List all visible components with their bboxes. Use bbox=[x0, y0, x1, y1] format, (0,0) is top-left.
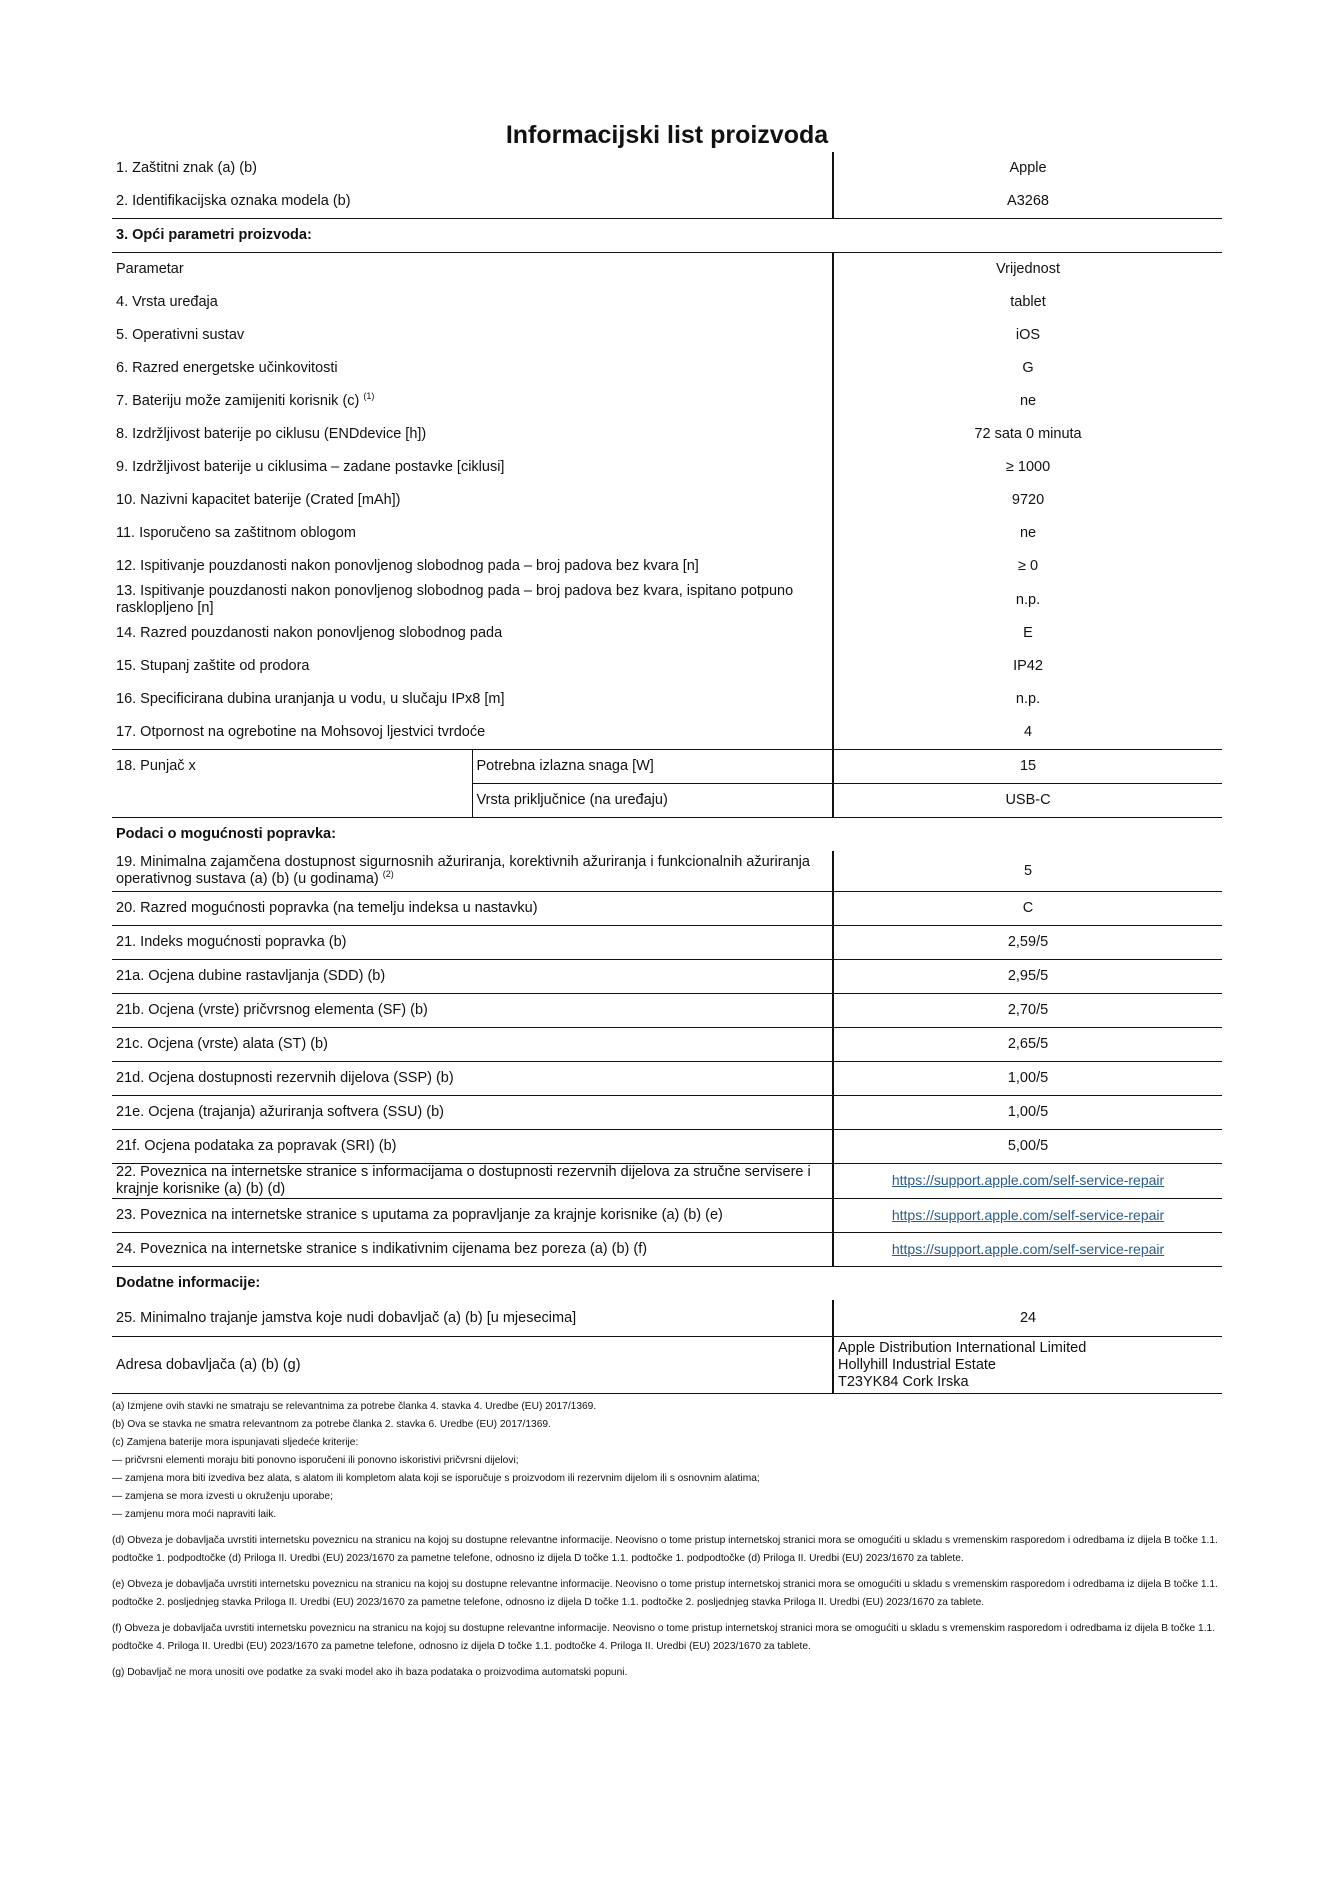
row-value: 2,65/5 bbox=[833, 1028, 1222, 1062]
footnote: (c) Zamjena baterije mora ispunjavati sljedeće kriterije: bbox=[112, 1437, 359, 1448]
table-row bbox=[112, 716, 1222, 750]
table-row bbox=[112, 617, 1222, 650]
supplier-address bbox=[833, 1337, 1222, 1394]
page-title: Informacijski list proizvoda bbox=[505, 121, 829, 149]
footnote-marker: (2) bbox=[382, 869, 394, 880]
row-value bbox=[833, 1164, 1222, 1199]
row-label: 6. Razred energetske učinkovitosti bbox=[116, 360, 338, 376]
row-label: 16. Specificirana dubina uranjanja u vodu, u slučaju IPx8 [m] bbox=[116, 691, 505, 707]
footnote: (b) Ova se stavka ne smatra relevantnom za potrebe članka 2. stavka 6. Uredbe (EU) 2017/1369. bbox=[112, 1419, 551, 1430]
column-header-parameter: Parametar bbox=[116, 261, 184, 277]
table-row bbox=[112, 960, 1222, 994]
row-value: 9720 bbox=[833, 484, 1222, 517]
address-line: Hollyhill Industrial Estate bbox=[838, 1356, 996, 1373]
table-row bbox=[112, 994, 1222, 1028]
address-line: T23YK84 Cork Irska bbox=[838, 1373, 969, 1390]
footnote: — zamjenu mora moći napraviti laik. bbox=[112, 1509, 277, 1520]
row-value: 2,95/5 bbox=[833, 960, 1222, 994]
table-row bbox=[112, 851, 1222, 892]
table-row bbox=[112, 583, 1222, 617]
row-label bbox=[112, 385, 833, 418]
section-header: Podaci o mogućnosti popravka: bbox=[116, 826, 336, 842]
footnote-marker: (1) bbox=[363, 391, 375, 402]
column-header-value: Vrijednost bbox=[833, 253, 1222, 287]
table-row bbox=[112, 1233, 1222, 1267]
row-value: ne bbox=[833, 517, 1222, 550]
row-label: 22. Poveznica na internetske stranice s informacijama o dostupnosti rezervnih dijelova za stručne servisere i krajnje korisnike (a) (b) (d) bbox=[112, 1164, 833, 1199]
table-row bbox=[112, 385, 1222, 418]
section-header-row bbox=[112, 818, 1222, 852]
row-value: E bbox=[833, 617, 1222, 650]
table-row bbox=[112, 418, 1222, 451]
row-value: ≥ 0 bbox=[833, 550, 1222, 583]
row-value: C bbox=[833, 892, 1222, 926]
table-row bbox=[112, 319, 1222, 352]
row-label: 14. Razred pouzdanosti nakon ponovljenog slobodnog pada bbox=[116, 625, 503, 641]
row-value: 24 bbox=[833, 1300, 1222, 1337]
row-label: 25. Minimalno trajanje jamstva koje nudi dobavljač (a) (b) [u mjesecima] bbox=[112, 1300, 833, 1337]
row-value: n.p. bbox=[833, 683, 1222, 716]
row-value: IP42 bbox=[833, 650, 1222, 683]
table-row bbox=[112, 550, 1222, 583]
row-label: Adresa dobavljača (a) (b) (g) bbox=[112, 1337, 833, 1394]
table-row bbox=[112, 152, 1222, 185]
row-label: 17. Otpornost na ogrebotine na Mohsovoj ljestvici tvrdoće bbox=[112, 716, 833, 750]
row-label: 21c. Ocjena (vrste) alata (ST) (b) bbox=[112, 1028, 833, 1062]
footnote: — zamjena mora biti izvediva bez alata, s alatom ili kompletom alata koji se isporučuje s proizvodom ili rezervnim dijelom ili s osnovnim alatima; bbox=[112, 1473, 760, 1484]
row-label: 10. Nazivni kapacitet baterije (Crated [mAh]) bbox=[116, 492, 401, 508]
row-value: 1,00/5 bbox=[833, 1062, 1222, 1096]
row-label: 9. Izdržljivost baterije u ciklusima – zadane postavke [ciklusi] bbox=[116, 459, 505, 475]
charger-label: 18. Punjač x bbox=[112, 750, 472, 818]
row-label: 8. Izdržljivost baterije po ciklusu (ENDdevice [h]) bbox=[116, 426, 427, 442]
footnote: — zamjena se mora izvesti u okruženju uporabe; bbox=[112, 1491, 333, 1502]
table-row bbox=[112, 750, 1222, 784]
table-row bbox=[112, 1096, 1222, 1130]
row-label: 21. Indeks mogućnosti popravka (b) bbox=[112, 926, 833, 960]
row-label: 21e. Ocjena (trajanja) ažuriranja softvera (SSU) (b) bbox=[112, 1096, 833, 1130]
table-row bbox=[112, 517, 1222, 550]
charger-connector-value: USB-C bbox=[833, 784, 1222, 818]
table-row bbox=[112, 484, 1222, 517]
table-row bbox=[112, 185, 1222, 219]
row-label: 23. Poveznica na internetske stranice s uputama za popravljanje za krajnje korisnike (a) (b) (e) bbox=[112, 1199, 833, 1233]
row-value: 5 bbox=[833, 851, 1222, 892]
product-information-sheet bbox=[112, 118, 1222, 1682]
table-row bbox=[112, 253, 1222, 287]
footnote: (f) Obveza je dobavljača uvrstiti internetsku poveznicu na stranicu na kojoj su dostupne relevantne informacije. Neovisno o tome pristup internetskoj stranici mora se omogućiti u skladu s vremenskim rasporedom i odredbama iz dijela B točke 1.1. podtočke 4. Priloga II. Uredbi (EU) 2023/1670 za pametne telefone, odnosno iz dijela D točke 1.1. podtočke 4. Priloga II. Uredbi (EU) 2023/1670 za tablete. bbox=[112, 1623, 1216, 1652]
address-line: Apple Distribution International Limited bbox=[838, 1339, 1087, 1356]
table-row bbox=[112, 650, 1222, 683]
repair-instructions-link[interactable]: https://support.apple.com/self-service-repair bbox=[891, 1206, 1165, 1223]
row-label: 15. Stupanj zaštite od prodora bbox=[116, 658, 310, 674]
table-row bbox=[112, 1164, 1222, 1199]
charger-power-value: 15 bbox=[833, 750, 1222, 784]
section-header-row bbox=[112, 1267, 1222, 1301]
table-row bbox=[112, 1028, 1222, 1062]
row-value: 2,59/5 bbox=[833, 926, 1222, 960]
table-row bbox=[112, 683, 1222, 716]
section-header: Dodatne informacije: bbox=[116, 1275, 261, 1291]
footnote: (a) Izmjene ovih stavki ne smatraju se relevantnima za potrebe članka 4. stavka 4. Uredbe (EU) 2017/1369. bbox=[112, 1401, 597, 1412]
row-value: A3268 bbox=[833, 185, 1222, 219]
row-label: 5. Operativni sustav bbox=[116, 327, 245, 343]
row-label: 12. Ispitivanje pouzdanosti nakon ponovljenog slobodnog pada – broj padova bez kvara [n] bbox=[116, 558, 699, 574]
row-value: n.p. bbox=[833, 583, 1222, 617]
row-label: 1. Zaštitni znak (a) (b) bbox=[116, 160, 258, 176]
row-value bbox=[833, 1199, 1222, 1233]
table-row bbox=[112, 352, 1222, 385]
footnote: (d) Obveza je dobavljača uvrstiti internetsku poveznicu na stranicu na kojoj su dostupne relevantne informacije. Neovisno o tome pristup internetskoj stranici mora se omogućiti u skladu s vremenskim rasporedom i odredbama iz dijela B točke 1.1. podtočke 1. podpodtočke (d) Priloga II. Uredbi (EU) 2023/1670 za pametne telefone, odnosno iz dijela D točke 1.1. podtočke 1. podpodtočke (d) Priloga II. Uredbi (EU) 2023/1670 za tablete. bbox=[112, 1535, 1218, 1564]
row-label-text: 19. Minimalna zajamčena dostupnost sigurnosnih ažuriranja, korektivnih ažuriranja i funkcionalnih ažuriranja operativnog sustava (a) (b) (u godinama) bbox=[116, 854, 810, 887]
footnotes bbox=[112, 1398, 1222, 1682]
table-row bbox=[112, 1062, 1222, 1096]
footnote: (g) Dobavljač ne mora unositi ove podatke za svaki model ako ih baza podataka o proizvodima automatski popuni. bbox=[112, 1667, 628, 1678]
table-row bbox=[112, 1337, 1222, 1394]
charger-sub-label: Potrebna izlazna snaga [W] bbox=[472, 750, 833, 784]
footnote: — pričvrsni elementi moraju biti ponovno isporučeni ili ponovno iskoristivi pričvrsni dijelovi; bbox=[112, 1455, 519, 1466]
row-value: tablet bbox=[833, 286, 1222, 319]
row-label: 11. Isporučeno sa zaštitnom oblogom bbox=[116, 525, 356, 541]
spare-parts-link[interactable]: https://support.apple.com/self-service-repair bbox=[891, 1172, 1165, 1188]
table-row bbox=[112, 286, 1222, 319]
prices-link[interactable]: https://support.apple.com/self-service-repair bbox=[891, 1240, 1165, 1257]
product-info-table bbox=[112, 152, 1222, 1394]
row-label: 21a. Ocjena dubine rastavljanja (SDD) (b) bbox=[112, 960, 833, 994]
row-value: 4 bbox=[833, 716, 1222, 750]
table-row bbox=[112, 1300, 1222, 1337]
row-value: Apple bbox=[833, 152, 1222, 185]
charger-sub-label: Vrsta priključnice (na uređaju) bbox=[472, 784, 833, 818]
section-header-row bbox=[112, 219, 1222, 253]
row-label: 24. Poveznica na internetske stranice s indikativnim cijenama bez poreza (a) (b) (f) bbox=[112, 1233, 833, 1267]
row-value: 1,00/5 bbox=[833, 1096, 1222, 1130]
row-label: 21d. Ocjena dostupnosti rezervnih dijelova (SSP) (b) bbox=[112, 1062, 833, 1096]
row-label-text: 7. Bateriju može zamijeniti korisnik (c) bbox=[116, 393, 364, 409]
row-value: ≥ 1000 bbox=[833, 451, 1222, 484]
row-value: 72 sata 0 minuta bbox=[833, 418, 1222, 451]
row-label bbox=[112, 851, 833, 892]
table-row bbox=[112, 451, 1222, 484]
row-value: iOS bbox=[833, 319, 1222, 352]
table-row bbox=[112, 892, 1222, 926]
section-header: 3. Opći parametri proizvoda: bbox=[112, 219, 1222, 253]
row-label: 2. Identifikacijska oznaka modela (b) bbox=[112, 185, 833, 219]
row-value: 5,00/5 bbox=[833, 1130, 1222, 1164]
row-value: ne bbox=[833, 385, 1222, 418]
row-value: G bbox=[833, 352, 1222, 385]
row-label: 4. Vrsta uređaja bbox=[116, 294, 218, 310]
row-value bbox=[833, 1233, 1222, 1267]
table-row bbox=[112, 1130, 1222, 1164]
footnote: (e) Obveza je dobavljača uvrstiti internetsku poveznicu na stranicu na kojoj su dostupne relevantne informacije. Neovisno o tome pristup internetskoj stranici mora se omogućiti u skladu s vremenskim rasporedom i odredbama iz dijela B točke 1.1. podtočke 2. posljednjeg stavka Priloga II. Uredbi (EU) 2023/1670 za pametne telefone, odnosno iz dijela D točke 1.1. podtočke 2. posljednjeg stavka Priloga II. Uredbi (EU) 2023/1670 za tablete. bbox=[112, 1579, 1218, 1608]
row-label: 13. Ispitivanje pouzdanosti nakon ponovljenog slobodnog pada – broj padova bez kvara, ispitano potpuno rasklopljeno [n] bbox=[116, 583, 794, 616]
table-row bbox=[112, 1199, 1222, 1233]
row-label: 21b. Ocjena (vrste) pričvrsnog elementa (SF) (b) bbox=[112, 994, 833, 1028]
row-label: 20. Razred mogućnosti popravka (na temelju indeksa u nastavku) bbox=[112, 892, 833, 926]
row-value: 2,70/5 bbox=[833, 994, 1222, 1028]
row-label: 21f. Ocjena podataka za popravak (SRI) (b) bbox=[112, 1130, 833, 1164]
table-row bbox=[112, 926, 1222, 960]
